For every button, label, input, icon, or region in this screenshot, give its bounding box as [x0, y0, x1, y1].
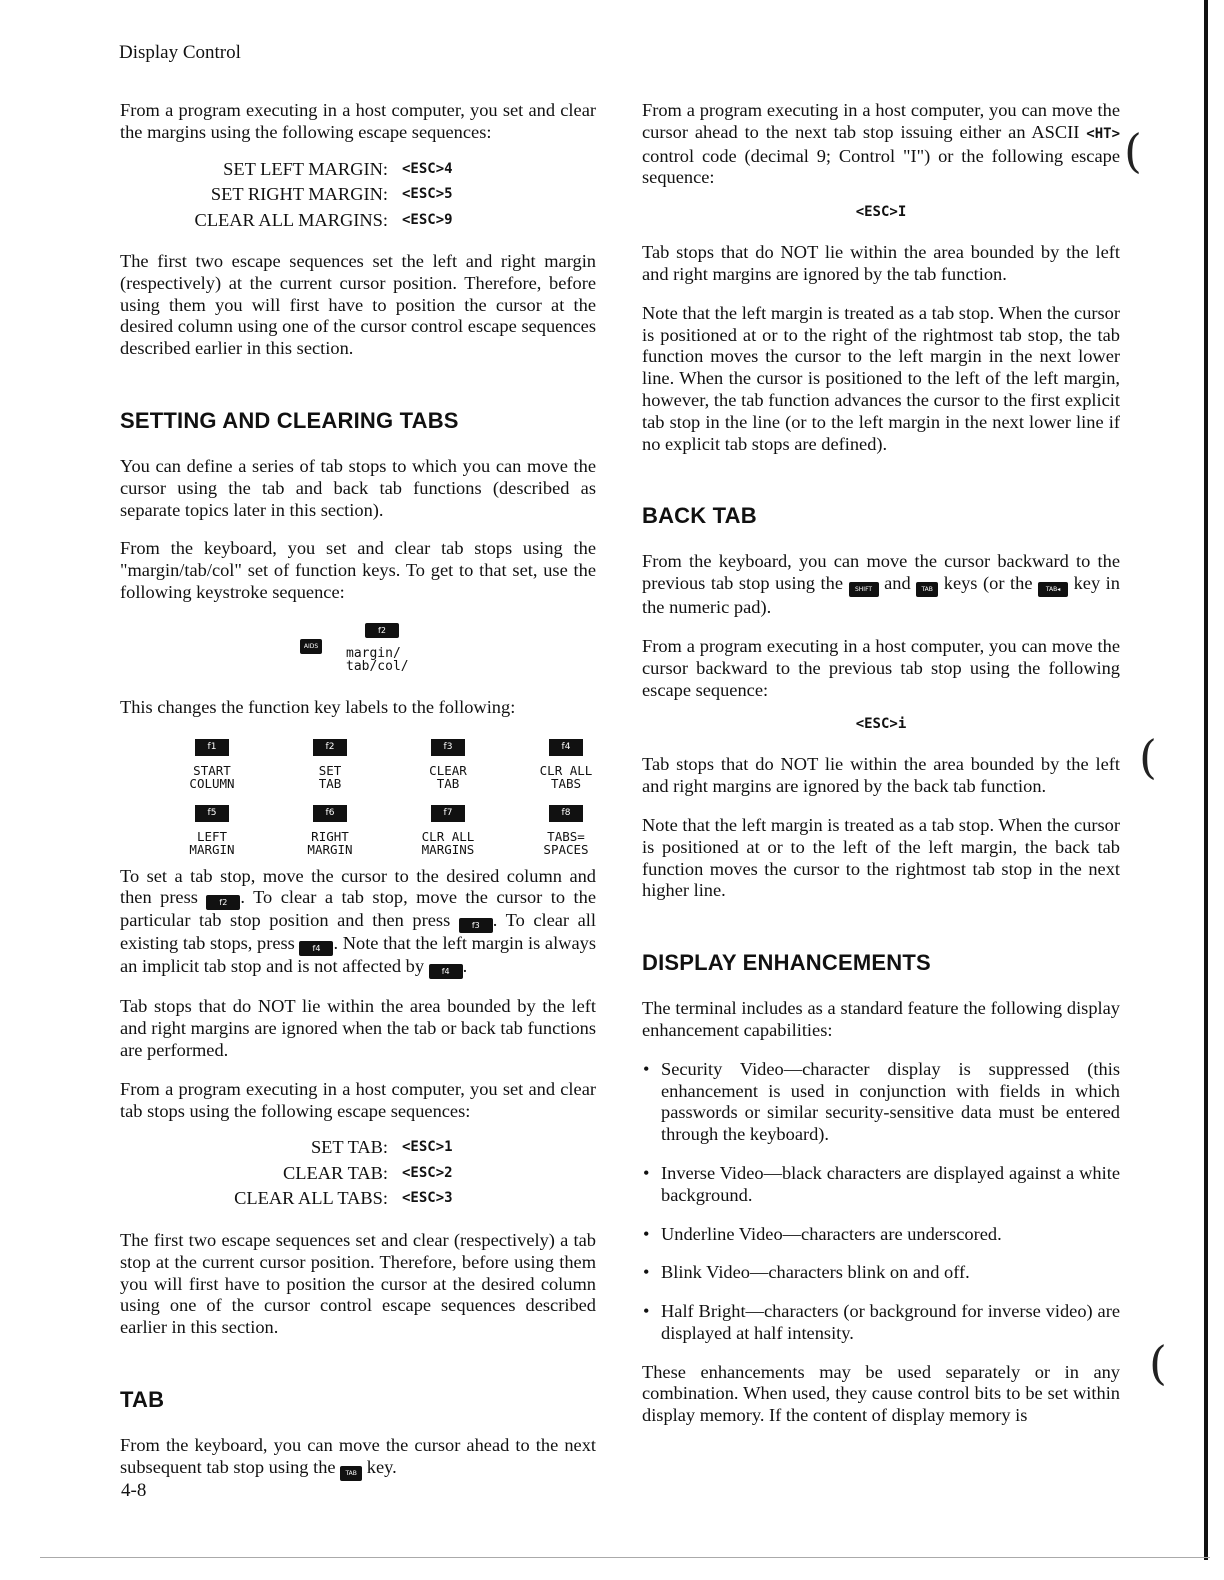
paragraph: From a program executing in a host computer, you set and clear the margins using the following escape sequences: [120, 100, 596, 142]
right-column [642, 100, 1120, 1444]
function-key [271, 736, 389, 790]
f2-key-icon: f2 [313, 739, 347, 756]
bullet-icon: • [643, 1301, 650, 1322]
f3-key-icon: f3 [459, 918, 493, 933]
f4-key-icon: f4 [429, 964, 463, 979]
binding-edge-rule [1204, 0, 1208, 1560]
function-key-label: RIGHT MARGIN [307, 828, 353, 857]
escape-row [120, 182, 596, 208]
escape-row [120, 1135, 596, 1161]
section-heading-display-enhancements: DISPLAY ENHANCEMENTS [642, 950, 931, 976]
escape-sequence: <ESC>I [855, 204, 907, 221]
text-run: keys (or the [938, 573, 1039, 594]
text-run: . [462, 956, 468, 977]
f7-key-icon: f7 [431, 805, 465, 822]
aids-key-icon: AIDS [300, 639, 322, 654]
function-key [507, 736, 625, 790]
escape-label: CLEAR ALL MARGINS: [194, 209, 388, 230]
function-key-label: START COLUMN [189, 762, 235, 791]
keystroke-sequence [120, 615, 596, 681]
text-run: key. [362, 1456, 397, 1477]
back-tab-key-icon: TAB◂ [1038, 582, 1068, 597]
list-item [642, 1163, 1120, 1207]
function-key-label: TABS= SPACES [543, 828, 589, 857]
paragraph [120, 866, 596, 980]
list-item-text: Half Bright—characters (or background for inverse video) are displayed at half intensity. [661, 1301, 1120, 1343]
text-run: and [878, 573, 917, 594]
paragraph: Tab stops that do NOT lie within the area bounded by the left and right margins are ignored when the tab or back tab functions are performed. [120, 996, 596, 1061]
f3-key-icon: f3 [431, 739, 465, 756]
list-item-text: Blink Video—characters blink on and off. [661, 1262, 970, 1283]
escape-label: SET LEFT MARGIN: [223, 158, 388, 179]
paragraph: You can define a series of tab stops to which you can move the cursor using the tab and back tab functions (described as separate topics later in this section). [120, 456, 596, 520]
list-item [642, 1262, 1120, 1284]
paragraph: These enhancements may be used separately or in any combination. When used, they cause control bits to be set within display memory. If the content of display memory is [642, 1361, 1120, 1426]
escape-code: <ESC>3 [402, 1190, 453, 1207]
escape-row [120, 1161, 596, 1187]
text-run: . To clear all existing tab stops, press [120, 910, 596, 954]
paragraph [642, 551, 1120, 619]
tab-key-icon: TAB [916, 582, 938, 597]
f8-key-icon: f8 [549, 805, 583, 822]
text-run: From the keyboard, you can move the cursor backward to the previous tab stop using the [642, 551, 1120, 594]
f2-key-icon: f2 [365, 623, 399, 638]
paragraph: From a program executing in a host computer, you can move the cursor backward to the previous tab stop using the following escape sequence: [642, 635, 1120, 700]
escape-sequence: <ESC>i [855, 716, 907, 733]
bullet-icon: • [643, 1262, 650, 1283]
escape-label: SET TAB: [310, 1137, 388, 1158]
escape-row [120, 157, 596, 183]
paragraph: This changes the function key labels to the following: [120, 696, 516, 717]
shift-key-icon: SHIFT [849, 582, 879, 597]
function-key [507, 802, 625, 856]
f4-key-icon: f4 [299, 941, 333, 956]
list-item-text: Security Video—character display is suppressed (this enhancement is used in conjunction with fields in which passwords or similar security-sensitive data must be entered through the keyboard). [661, 1058, 1120, 1145]
list-item [642, 1224, 1120, 1246]
f1-key-icon: f1 [195, 739, 229, 756]
escape-label: CLEAR ALL TABS: [234, 1188, 388, 1209]
margin-escape-table [120, 157, 596, 234]
escape-code: <ESC>4 [402, 160, 453, 177]
list-item-text: Underline Video—characters are underscored. [661, 1223, 1002, 1244]
control-code: <HT> [1086, 125, 1120, 142]
paragraph [642, 100, 1120, 189]
text-run: key in the numeric pad). [642, 573, 1120, 618]
escape-label: CLEAR TAB: [283, 1162, 388, 1183]
escape-code: <ESC>2 [402, 1164, 453, 1181]
escape-code: <ESC>1 [402, 1139, 453, 1156]
running-header: Display Control [119, 42, 241, 63]
paragraph: Note that the left margin is treated as a tab stop. When the cursor is positioned at or to the right of the rightmost tab stop, the tab function moves the cursor to the left margin in the next lower line. When the cursor is positioned to the left of the left margin, however, the tab function advances the cursor to the first explicit tab stop in the line (or to the left margin in the next lower line if no explicit tab stops are defined). [642, 302, 1120, 454]
paragraph: The first two escape sequences set the left and right margin (respectively) at the current cursor position. Therefore, before using them you will first have to position the cursor at the desired column using one of the cursor control escape sequences described earlier in this section. [120, 251, 596, 359]
section-heading-tab: TAB [120, 1386, 165, 1412]
function-key [153, 736, 271, 790]
paragraph: Tab stops that do NOT lie within the area bounded by the left and right margins are ignored by the tab function. [642, 242, 1120, 284]
function-key-labels [153, 736, 596, 856]
left-column [120, 100, 596, 1498]
escape-label: SET RIGHT MARGIN: [210, 184, 388, 205]
punch-hole-mark-icon: ( [1124, 124, 1142, 178]
f4-key-icon: f4 [549, 739, 583, 756]
function-key [389, 802, 507, 856]
bottom-edge-line [40, 1557, 1210, 1558]
bullet-icon: • [643, 1223, 650, 1244]
enhancement-list [642, 1059, 1120, 1345]
f5-key-icon: f5 [195, 805, 229, 822]
punch-hole-mark-icon: ( [1149, 1336, 1167, 1390]
function-key-label: CLEAR TAB [429, 762, 467, 791]
paragraph [120, 1435, 596, 1481]
function-key-label: LEFT MARGIN [189, 828, 235, 857]
paragraph: Note that the left margin is treated as a tab stop. When the cursor is positioned at or to the left of the left margin, the back tab function moves the cursor to the rightmost tab stop in the next higher line. [642, 814, 1120, 901]
keystroke-label: margin/ tab/col/ [346, 645, 409, 674]
section-heading-setting-clearing-tabs: SETTING AND CLEARING TABS [120, 408, 459, 434]
function-key-label: CLR ALL MARGINS [421, 828, 475, 857]
function-key-label: SET TAB [318, 762, 342, 791]
list-item [642, 1301, 1120, 1345]
function-key [271, 802, 389, 856]
text-run: . Note that the left margin is always an implicit tab stop and is not affected by [120, 933, 596, 977]
escape-code: <ESC>5 [402, 186, 453, 203]
function-key-label: CLR ALL TABS [539, 762, 593, 791]
f2-key-icon: f2 [206, 895, 240, 910]
escape-row [120, 208, 596, 234]
paragraph: The first two escape sequences set and clear (respectively) a tab stop at the current cursor position. Therefore, before using them you will first have to position the cursor at the desired column using one of the cursor control escape sequences described earlier in this section. [120, 1229, 596, 1338]
f6-key-icon: f6 [313, 805, 347, 822]
text-run: From the keyboard, you can move the cursor ahead to the next subsequent tab stop using the [120, 1434, 596, 1477]
bullet-icon: • [643, 1058, 650, 1079]
punch-hole-mark-icon: ( [1139, 730, 1157, 784]
tab-key-icon: TAB [340, 1466, 362, 1481]
function-key [153, 802, 271, 856]
paragraph: From the keyboard, you set and clear tab stops using the "margin/tab/col" set of function keys. To get to that set, use the following keystroke sequence: [120, 538, 596, 603]
text-run: From a program executing in a host computer, you can move the cursor ahead to the next tab stop issuing either an ASCII [642, 100, 1120, 142]
paragraph: Tab stops that do NOT lie within the area bounded by the left and right margins are ignored by the back tab function. [642, 754, 1120, 797]
escape-row [120, 1186, 596, 1212]
list-item-text: Inverse Video—black characters are displayed against a white background. [661, 1162, 1120, 1205]
bullet-icon: • [643, 1162, 650, 1183]
page-number: 4-8 [121, 1480, 147, 1501]
text-run: . To clear a tab stop, move the cursor to the particular tab stop position and then press [120, 887, 596, 931]
escape-code: <ESC>9 [402, 211, 453, 228]
section-heading-back-tab: BACK TAB [642, 503, 757, 529]
text-run: control code (decimal 9; Control "I") or the following escape sequence: [642, 145, 1120, 188]
paragraph: From a program executing in a host computer, you set and clear tab stops using the following escape sequences: [120, 1078, 596, 1121]
text-run: To set a tab stop, move the cursor to the desired column and then press [120, 865, 596, 908]
list-item [642, 1059, 1120, 1146]
paragraph: The terminal includes as a standard feature the following display enhancement capabilities: [642, 998, 1120, 1040]
tab-escape-table [120, 1135, 596, 1212]
function-key [389, 736, 507, 790]
